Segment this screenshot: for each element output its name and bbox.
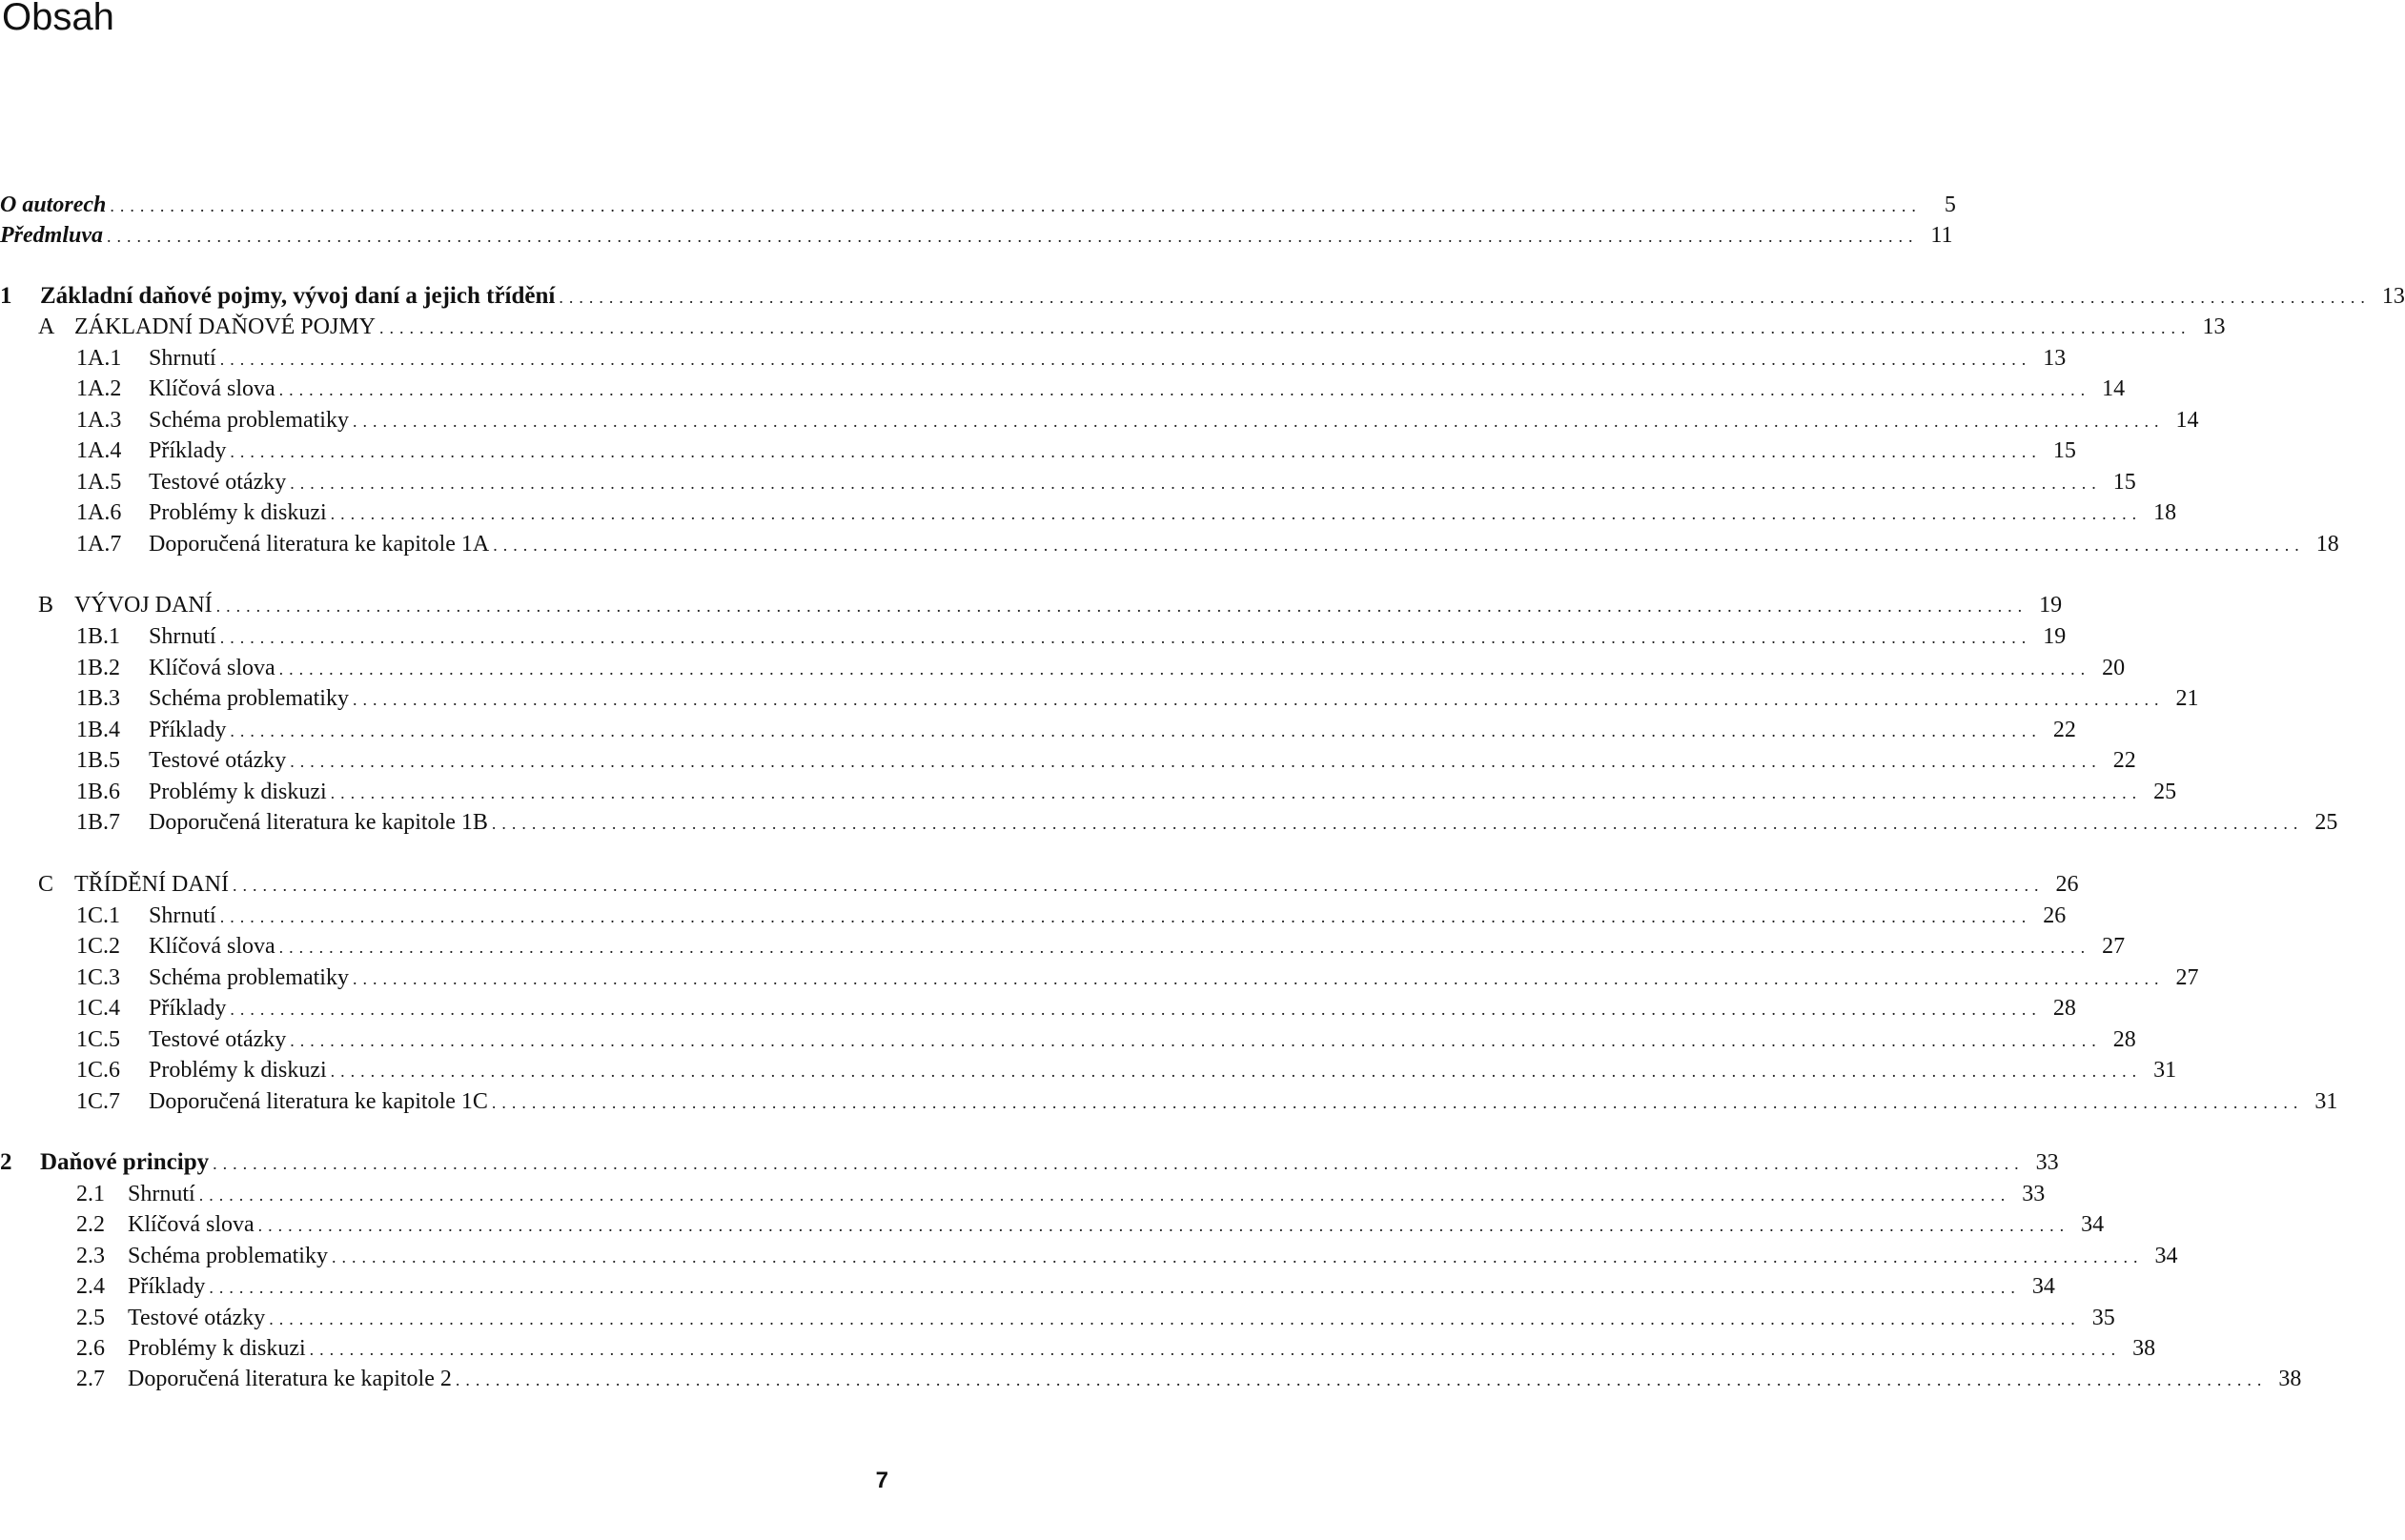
toc-entry[interactable] <box>0 1272 2055 1301</box>
toc-entry[interactable] <box>0 1210 2105 1239</box>
toc-entry-page: 13 <box>2381 284 2405 309</box>
toc-entry-title: Daňové principy <box>40 1149 210 1175</box>
toc-entry-title: Testové otázky <box>149 1027 287 1052</box>
toc-entry-page: 14 <box>2102 376 2126 401</box>
toc-entry-page: 28 <box>2112 1027 2136 1052</box>
toc-entry-title: Příklady <box>149 996 227 1021</box>
dot-leader: ..................................................................................................................................................................................... <box>290 752 2102 771</box>
toc-entry-number: 1A.5 <box>76 470 122 495</box>
dot-leader: ..................................................................................................................................................................................... <box>455 1370 2268 1389</box>
toc-entry-number: 1C.7 <box>76 1089 121 1114</box>
dot-leader: ..................................................................................................................................................................................... <box>110 196 1922 215</box>
toc-entry[interactable] <box>0 282 2405 311</box>
dot-leader: ..................................................................................................................................................................................... <box>491 1093 2304 1112</box>
toc-entry[interactable] <box>0 498 2177 527</box>
dot-leader: ..................................................................................................................................................................................... <box>278 659 2091 679</box>
dot-leader: ..................................................................................................................................................................................... <box>330 783 2143 802</box>
toc-entry-page: 22 <box>2112 748 2136 773</box>
toc-entry-title: Příklady <box>149 718 227 742</box>
toc-entry-number: 2.2 <box>76 1212 105 1237</box>
toc-entry-number: 1A.2 <box>76 376 122 401</box>
toc-entry-number: 1B.7 <box>76 810 121 835</box>
toc-entry-number: 1A.7 <box>76 532 122 557</box>
toc-entry[interactable] <box>0 468 2136 496</box>
toc-entry[interactable] <box>0 932 2126 961</box>
toc-entry-number: 1A.3 <box>76 408 122 433</box>
toc-entry-page: 19 <box>2043 624 2067 649</box>
toc-entry[interactable] <box>0 1056 2177 1084</box>
toc-entry-page: 18 <box>2315 532 2339 557</box>
toc-entry[interactable] <box>0 963 2199 992</box>
toc-entry-title: Shrnutí <box>149 346 216 371</box>
toc-entry[interactable] <box>0 1087 2338 1116</box>
toc-entry[interactable] <box>0 313 2226 341</box>
toc-entry-number: C <box>38 872 54 897</box>
toc-entry-title: Schéma problematiky <box>149 408 349 433</box>
toc-entry-page: 28 <box>2052 996 2076 1021</box>
toc-entry-title: Doporučená literatura ke kapitole 2 <box>128 1367 452 1391</box>
toc-entry-number: 1B.6 <box>76 780 121 804</box>
toc-entry-page: 31 <box>2153 1058 2177 1083</box>
toc-entry[interactable] <box>0 530 2339 558</box>
toc-entry-number: 1C.2 <box>76 934 121 959</box>
toc-entry-page: 21 <box>2175 686 2199 711</box>
toc-entry-title: Klíčová slova <box>149 934 275 959</box>
dot-leader: ..................................................................................................................................................................................... <box>330 504 2143 523</box>
dot-leader: ..................................................................................................................................................................................... <box>352 690 2165 709</box>
toc-entry[interactable] <box>0 406 2199 435</box>
dot-leader: ..................................................................................................................................................................................... <box>352 412 2165 431</box>
toc-entry-number: 1A.6 <box>76 500 122 525</box>
dot-leader: ..................................................................................................................................................................................... <box>491 814 2304 833</box>
toc-entry-number: 1C.4 <box>76 996 121 1021</box>
toc-entry[interactable] <box>0 375 2126 403</box>
toc-entry-number: 1C.1 <box>76 903 121 928</box>
toc-entry-number: 2 <box>0 1149 12 1175</box>
dot-leader: ..................................................................................................................................................................................... <box>290 1031 2102 1050</box>
toc-entry[interactable] <box>0 591 2063 619</box>
toc-entry-page: 18 <box>2153 500 2177 525</box>
dot-leader: ..................................................................................................................................................................................... <box>290 474 2102 493</box>
toc-entry-title: Příklady <box>149 438 227 463</box>
toc-entry-title: Shrnutí <box>128 1182 195 1206</box>
page-title: Obsah <box>2 0 114 38</box>
dot-leader: ..................................................................................................................................................................................... <box>213 1154 2025 1173</box>
toc-entry-number: 1C.3 <box>76 965 121 990</box>
dot-leader: ..................................................................................................................................................................................... <box>559 288 2371 307</box>
toc-entry-number: 1B.2 <box>76 656 121 680</box>
toc-entry-title: Schéma problematiky <box>149 965 349 990</box>
toc-entry[interactable] <box>0 622 2067 651</box>
toc-entry-number: 2.1 <box>76 1182 105 1206</box>
dot-leader: ..................................................................................................................................................................................... <box>219 628 2032 647</box>
toc-entry-page: 25 <box>2314 810 2338 835</box>
toc-entry[interactable] <box>0 684 2199 713</box>
toc-entry-title: Doporučená literatura ke kapitole 1C <box>149 1089 488 1114</box>
toc-entry-page: 19 <box>2039 593 2063 618</box>
dot-leader: ..................................................................................................................................................................................... <box>278 380 2091 399</box>
toc-entry[interactable] <box>0 1148 2059 1177</box>
toc-entry-title: Schéma problematiky <box>149 686 349 711</box>
toc-entry-page: 33 <box>2035 1150 2059 1175</box>
toc-entry-number: 1B.4 <box>76 718 121 742</box>
dot-leader: ..................................................................................................................................................................................... <box>232 876 2045 895</box>
dot-leader: ..................................................................................................................................................................................... <box>331 1247 2144 1266</box>
toc-entry-page: 33 <box>2022 1182 2046 1206</box>
toc-entry-title: VÝVOJ DANÍ <box>74 593 213 618</box>
dot-leader: ..................................................................................................................................................................................... <box>215 597 2028 616</box>
dot-leader: ..................................................................................................................................................................................... <box>230 721 2042 740</box>
dot-leader: ..................................................................................................................................................................................... <box>269 1309 2081 1328</box>
toc-entry-page: 35 <box>2091 1306 2115 1330</box>
toc-entry-page: 15 <box>2112 470 2136 495</box>
toc-entry-title: Klíčová slova <box>149 376 275 401</box>
toc-entry[interactable] <box>0 1304 2115 1332</box>
toc-entry-page: 27 <box>2175 965 2199 990</box>
toc-entry-number: 1C.6 <box>76 1058 121 1083</box>
dot-leader: ..................................................................................................................................................................................... <box>107 227 1919 246</box>
toc-entry-page: 13 <box>2202 314 2226 339</box>
toc-entry[interactable] <box>0 1025 2136 1054</box>
toc-entry-title: Základní daňové pojmy, vývoj daní a jejich třídění <box>40 283 556 309</box>
dot-leader: ..................................................................................................................................................................................... <box>219 350 2032 369</box>
toc-entry-page: 38 <box>2132 1336 2156 1361</box>
dot-leader: ..................................................................................................................................................................................... <box>209 1278 2021 1297</box>
dot-leader: ..................................................................................................................................................................................... <box>278 938 2091 957</box>
toc-entry-page: 5 <box>1944 192 1956 217</box>
toc-entry-page: 14 <box>2175 408 2199 433</box>
toc-entry[interactable] <box>0 221 1953 250</box>
dot-leader: ..................................................................................................................................................................................... <box>378 318 2191 337</box>
toc-entry-title: Schéma problematiky <box>128 1244 328 1268</box>
toc-entry-number: 1 <box>0 283 12 309</box>
toc-entry[interactable] <box>0 870 2079 899</box>
toc-entry[interactable] <box>0 1334 2156 1363</box>
toc-entry-number: 1C.5 <box>76 1027 121 1052</box>
toc-entry-title: Shrnutí <box>149 903 216 928</box>
toc-entry[interactable] <box>0 191 1956 219</box>
toc-entry-title: Shrnutí <box>149 624 216 649</box>
dot-leader: ..................................................................................................................................................................................... <box>230 442 2042 461</box>
toc-entry[interactable] <box>0 994 2076 1023</box>
toc-entry-title: Předmluva <box>0 223 103 248</box>
toc-entry-page: 26 <box>2055 872 2079 897</box>
dot-leader: ..................................................................................................................................................................................... <box>493 536 2305 555</box>
toc-entry-number: A <box>38 314 55 339</box>
toc-entry[interactable] <box>0 1242 2178 1270</box>
toc-entry-page: 20 <box>2102 656 2126 680</box>
toc-entry-title: TŘÍDĚNÍ DANÍ <box>74 872 229 897</box>
toc-entry-title: Testové otázky <box>149 748 287 773</box>
toc-entry-title: Doporučená literatura ke kapitole 1A <box>149 532 490 557</box>
dot-leader: ..................................................................................................................................................................................... <box>198 1185 2011 1205</box>
toc-entry-number: 2.4 <box>76 1274 105 1299</box>
toc-entry-number: 2.5 <box>76 1306 105 1330</box>
toc-entry-number: 2.3 <box>76 1244 105 1268</box>
toc-entry-number: 1B.3 <box>76 686 121 711</box>
toc-entry-page: 27 <box>2102 934 2126 959</box>
toc-entry-title: Problémy k diskuzi <box>149 500 327 525</box>
toc-entry[interactable] <box>0 716 2076 744</box>
toc-entry-number: 1A.4 <box>76 438 122 463</box>
toc-entry[interactable] <box>0 778 2177 806</box>
toc-entry-page: 34 <box>2081 1212 2105 1237</box>
dot-leader: ..................................................................................................................................................................................... <box>219 907 2032 926</box>
toc-entry-title: ZÁKLADNÍ DAŇOVÉ POJMY <box>74 314 376 339</box>
dot-leader: ..................................................................................................................................................................................... <box>257 1216 2070 1235</box>
toc-entry-title: Příklady <box>128 1274 206 1299</box>
toc-entry-title: Klíčová slova <box>128 1212 255 1237</box>
toc-entry[interactable] <box>0 1365 2302 1393</box>
toc-entry-number: 1B.1 <box>76 624 121 649</box>
toc-entry-page: 25 <box>2153 780 2177 804</box>
toc-entry[interactable] <box>0 436 2076 465</box>
toc-entry-page: 38 <box>2278 1367 2302 1391</box>
toc-entry-title: Doporučená literatura ke kapitole 1B <box>149 810 488 835</box>
dot-leader: ..................................................................................................................................................................................... <box>230 1000 2042 1019</box>
toc-entry-number: 1A.1 <box>76 346 122 371</box>
toc-entry-title: O autorech <box>0 192 107 217</box>
toc-entry-page: 13 <box>2043 346 2067 371</box>
toc-entry[interactable] <box>0 808 2338 837</box>
toc-entry-title: Klíčová slova <box>149 656 275 680</box>
toc-entry[interactable] <box>0 654 2126 682</box>
page-number: 7 <box>875 1468 888 1493</box>
toc-entry-page: 26 <box>2043 903 2067 928</box>
toc-entry-number: 2.7 <box>76 1367 105 1391</box>
dot-leader: ..................................................................................................................................................................................... <box>309 1340 2122 1359</box>
toc-entry-title: Problémy k diskuzi <box>149 780 327 804</box>
toc-entry-page: 34 <box>2154 1244 2178 1268</box>
toc-entry[interactable] <box>0 746 2136 775</box>
toc-entry-number: 1B.5 <box>76 748 121 773</box>
toc-entry[interactable] <box>0 344 2067 373</box>
toc-entry[interactable] <box>0 902 2067 930</box>
toc-entry-title: Problémy k diskuzi <box>128 1336 306 1361</box>
dot-leader: ..................................................................................................................................................................................... <box>352 969 2165 988</box>
toc-entry-page: 11 <box>1930 223 1953 248</box>
toc-entry-number: B <box>38 593 54 618</box>
toc-entry-page: 15 <box>2052 438 2076 463</box>
toc-entry-number: 2.6 <box>76 1336 105 1361</box>
toc-entry-title: Testové otázky <box>149 470 287 495</box>
dot-leader: ..................................................................................................................................................................................... <box>330 1062 2143 1081</box>
toc-entry-title: Problémy k diskuzi <box>149 1058 327 1083</box>
toc-entry[interactable] <box>0 1180 2046 1208</box>
toc-entry-title: Testové otázky <box>128 1306 266 1330</box>
toc-entry-page: 34 <box>2031 1274 2055 1299</box>
toc-entry-page: 31 <box>2314 1089 2338 1114</box>
toc-entry-page: 22 <box>2052 718 2076 742</box>
